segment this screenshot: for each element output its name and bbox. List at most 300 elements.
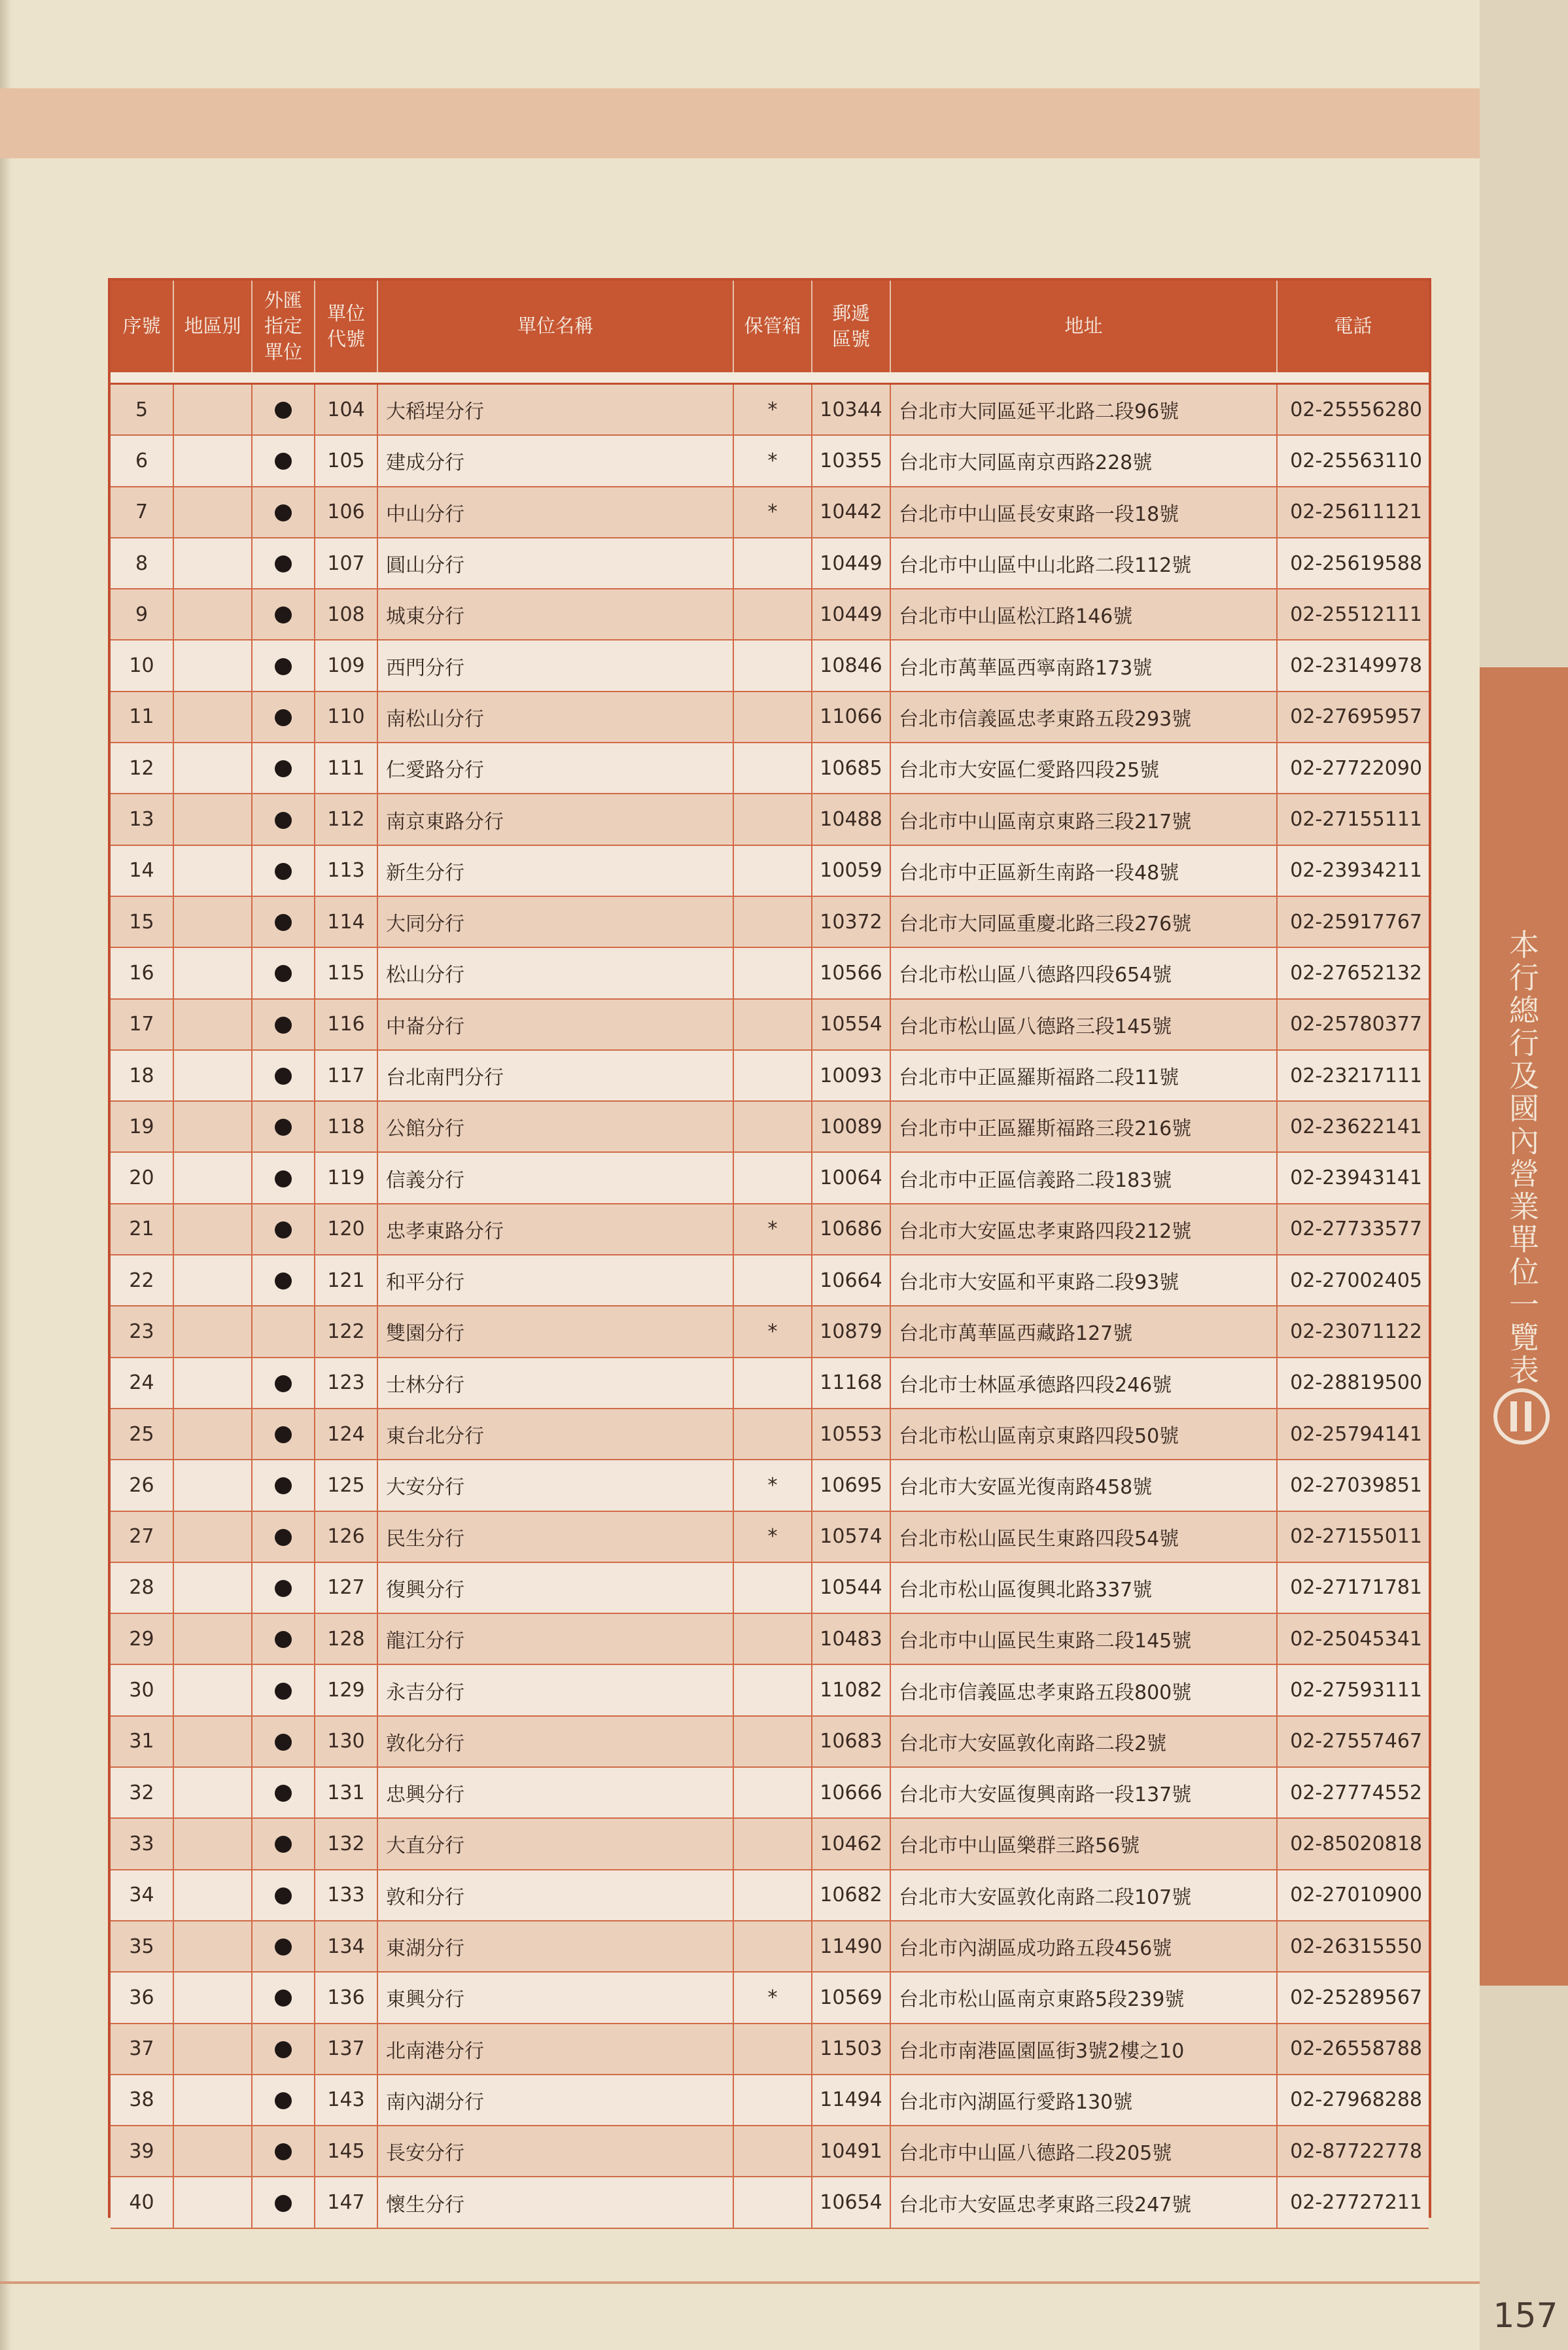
cell-zip: 10683: [812, 1716, 890, 1767]
cell-code: 131: [315, 1767, 377, 1818]
cell-region: [173, 1664, 252, 1715]
cell-region: [173, 1613, 252, 1664]
cell-region: [173, 1358, 252, 1409]
cell-address: 台北市中山區八德路二段205號: [890, 2126, 1277, 2177]
fx-designated-dot-icon: [275, 2195, 292, 2212]
cell-name: 南松山分行: [377, 692, 733, 743]
cell-phone: 02-27652132: [1277, 947, 1429, 998]
fx-designated-dot-icon: [275, 812, 292, 829]
cell-code: 132: [315, 1818, 377, 1869]
cell-zip: 11503: [812, 2024, 890, 2075]
cell-seq: 11: [111, 692, 173, 743]
cell-phone: 02-23217111: [1277, 1050, 1429, 1101]
top-color-band: [0, 88, 1480, 158]
cell-phone: 02-27968288: [1277, 2075, 1429, 2126]
cell-zip: 10654: [812, 2177, 890, 2228]
cell-name: 東台北分行: [377, 1409, 733, 1460]
cell-address: 台北市中山區樂群三路56號: [890, 1818, 1277, 1869]
cell-code: 133: [315, 1870, 377, 1921]
cell-safe: [733, 2075, 812, 2126]
cell-safe: [733, 2126, 812, 2177]
col-header-code: [315, 281, 377, 372]
cell-code: 137: [315, 2024, 377, 2075]
cell-code: 134: [315, 1921, 377, 1972]
fx-designated-dot-icon: [275, 2041, 292, 2058]
col-header-code-line2: 代號: [326, 328, 365, 350]
cell-safe: *: [733, 487, 812, 538]
table-row: [111, 1767, 1429, 1818]
cell-address: 台北市大同區南京西路228號: [890, 435, 1277, 486]
cell-region: [173, 2126, 252, 2177]
cell-zip: 10462: [812, 1818, 890, 1869]
cell-code: 106: [315, 487, 377, 538]
cell-fx: [252, 1716, 315, 1767]
cell-fx: [252, 1409, 315, 1460]
cell-region: [173, 487, 252, 538]
cell-fx: [252, 2075, 315, 2126]
cell-region: [173, 999, 252, 1050]
cell-phone: 02-25780377: [1277, 999, 1429, 1050]
cell-safe: [733, 640, 812, 691]
cell-zip: 10544: [812, 1562, 890, 1613]
cell-address: 台北市松山區復興北路337號: [890, 1562, 1277, 1613]
table-row: [111, 538, 1429, 589]
table-row: [111, 2024, 1429, 2075]
cell-phone: 02-23622141: [1277, 1101, 1429, 1152]
cell-name: 台北南門分行: [377, 1050, 733, 1101]
col-header-fx: [252, 281, 315, 372]
cell-zip: 10666: [812, 1767, 890, 1818]
cell-fx: [252, 640, 315, 691]
cell-phone: 02-25917767: [1277, 896, 1429, 947]
cell-code: 122: [315, 1306, 377, 1357]
cell-code: 136: [315, 1972, 377, 2023]
cell-region: [173, 947, 252, 998]
cell-phone: 02-25512111: [1277, 589, 1429, 640]
cell-name: 西門分行: [377, 640, 733, 691]
cell-code: 108: [315, 589, 377, 640]
cell-fx: [252, 538, 315, 589]
cell-seq: 8: [111, 538, 173, 589]
table-row: [111, 1409, 1429, 1460]
cell-zip: 10574: [812, 1511, 890, 1562]
cell-code: 127: [315, 1562, 377, 1613]
cell-address: 台北市中山區南京東路三段217號: [890, 794, 1277, 845]
cell-address: 台北市松山區南京東路四段50號: [890, 1409, 1277, 1460]
cell-address: 台北市中正區羅斯福路二段11號: [890, 1050, 1277, 1101]
cell-fx: [252, 845, 315, 896]
cell-address: 台北市內湖區成功路五段456號: [890, 1921, 1277, 1972]
cell-fx: [252, 1050, 315, 1101]
cell-safe: [733, 1613, 812, 1664]
col-header-safe: 保管箱: [733, 281, 812, 372]
cell-phone: 02-25045341: [1277, 1613, 1429, 1664]
cell-safe: [733, 692, 812, 743]
cell-zip: 10483: [812, 1613, 890, 1664]
cell-address: 台北市士林區承德路四段246號: [890, 1358, 1277, 1409]
cell-region: [173, 2177, 252, 2228]
fx-designated-dot-icon: [275, 1017, 292, 1034]
cell-seq: 36: [111, 1972, 173, 2023]
bottom-rule: [0, 2281, 1480, 2284]
table-row: [111, 692, 1429, 743]
cell-zip: 10093: [812, 1050, 890, 1101]
cell-zip: 10553: [812, 1409, 890, 1460]
cell-region: [173, 1972, 252, 2023]
cell-region: [173, 589, 252, 640]
cell-safe: [733, 1050, 812, 1101]
cell-fx: [252, 487, 315, 538]
col-header-seq: 序號: [111, 281, 173, 372]
fx-designated-dot-icon: [275, 555, 292, 572]
cell-address: 台北市松山區八德路四段654號: [890, 947, 1277, 998]
cell-zip: 10566: [812, 947, 890, 998]
cell-safe: [733, 896, 812, 947]
cell-phone: 02-27695957: [1277, 692, 1429, 743]
cell-zip: 11082: [812, 1664, 890, 1715]
cell-code: 128: [315, 1613, 377, 1664]
cell-phone: 02-87722778: [1277, 2126, 1429, 2177]
cell-fx: [252, 1818, 315, 1869]
table-row: [111, 1921, 1429, 1972]
cell-region: [173, 1921, 252, 1972]
fx-designated-dot-icon: [275, 453, 292, 470]
cell-code: 126: [315, 1511, 377, 1562]
col-header-fx-line3: 單位: [264, 340, 302, 363]
cell-name: 龍江分行: [377, 1613, 733, 1664]
table-row: [111, 1460, 1429, 1511]
cell-phone: 02-27557467: [1277, 1716, 1429, 1767]
cell-zip: 10355: [812, 435, 890, 486]
cell-code: 110: [315, 692, 377, 743]
cell-name: 仁愛路分行: [377, 743, 733, 794]
cell-safe: [733, 1562, 812, 1613]
cell-fx: [252, 1101, 315, 1152]
cell-name: 東興分行: [377, 1972, 733, 2023]
cell-region: [173, 1050, 252, 1101]
cell-address: 台北市萬華區西藏路127號: [890, 1306, 1277, 1357]
col-header-zip-line2: 區號: [831, 328, 870, 350]
cell-phone: 02-23149978: [1277, 640, 1429, 691]
cell-seq: 24: [111, 1358, 173, 1409]
cell-address: 台北市大同區重慶北路三段276號: [890, 896, 1277, 947]
cell-address: 台北市大安區忠孝東路三段247號: [890, 2177, 1277, 2228]
cell-name: 建成分行: [377, 435, 733, 486]
cell-safe: [733, 1664, 812, 1715]
cell-seq: 26: [111, 1460, 173, 1511]
bank-logo-icon: [1493, 1388, 1550, 1445]
cell-address: 台北市大同區延平北路二段96號: [890, 384, 1277, 436]
cell-safe: [733, 999, 812, 1050]
table-row: [111, 794, 1429, 845]
table-row: [111, 1152, 1429, 1203]
cell-name: 和平分行: [377, 1255, 733, 1306]
table-row: [111, 1818, 1429, 1869]
cell-region: [173, 384, 252, 436]
cell-code: 111: [315, 743, 377, 794]
cell-region: [173, 2024, 252, 2075]
cell-safe: [733, 1101, 812, 1152]
cell-safe: [733, 1767, 812, 1818]
table-row: [111, 1204, 1429, 1255]
cell-address: 台北市大安區敦化南路二段2號: [890, 1716, 1277, 1767]
cell-seq: 9: [111, 589, 173, 640]
cell-name: 圓山分行: [377, 538, 733, 589]
table-row: [111, 1870, 1429, 1921]
cell-seq: 27: [111, 1511, 173, 1562]
cell-region: [173, 538, 252, 589]
cell-safe: [733, 1921, 812, 1972]
cell-seq: 17: [111, 999, 173, 1050]
cell-safe: [733, 1358, 812, 1409]
cell-name: 敦化分行: [377, 1716, 733, 1767]
cell-address: 台北市大安區光復南路458號: [890, 1460, 1277, 1511]
cell-address: 台北市中正區信義路二段183號: [890, 1152, 1277, 1203]
cell-zip: 10695: [812, 1460, 890, 1511]
cell-address: 台北市內湖區行愛路130號: [890, 2075, 1277, 2126]
cell-code: 120: [315, 1204, 377, 1255]
cell-name: 忠興分行: [377, 1767, 733, 1818]
cell-zip: 10846: [812, 640, 890, 691]
cell-address: 台北市中山區民生東路二段145號: [890, 1613, 1277, 1664]
cell-phone: 02-27774552: [1277, 1767, 1429, 1818]
cell-safe: [733, 2024, 812, 2075]
cell-region: [173, 1716, 252, 1767]
cell-fx: [252, 896, 315, 947]
cell-name: 南內湖分行: [377, 2075, 733, 2126]
cell-name: 大稻埕分行: [377, 384, 733, 436]
cell-zip: 10488: [812, 794, 890, 845]
cell-name: 中山分行: [377, 487, 733, 538]
cell-zip: 10442: [812, 487, 890, 538]
cell-safe: [733, 1152, 812, 1203]
fx-designated-dot-icon: [275, 1529, 292, 1546]
cell-name: 民生分行: [377, 1511, 733, 1562]
cell-fx: [252, 384, 315, 436]
cell-fx: [252, 2177, 315, 2228]
cell-region: [173, 692, 252, 743]
cell-safe: *: [733, 1460, 812, 1511]
cell-name: 公館分行: [377, 1101, 733, 1152]
table-row: [111, 1511, 1429, 1562]
cell-address: 台北市大安區仁愛路四段25號: [890, 743, 1277, 794]
cell-safe: [733, 743, 812, 794]
fx-designated-dot-icon: [275, 1272, 292, 1289]
cell-seq: 23: [111, 1306, 173, 1357]
cell-fx: [252, 947, 315, 998]
cell-name: 復興分行: [377, 1562, 733, 1613]
cell-seq: 12: [111, 743, 173, 794]
cell-code: 119: [315, 1152, 377, 1203]
fx-designated-dot-icon: [275, 606, 292, 623]
table-row: [111, 435, 1429, 486]
table-row: [111, 1716, 1429, 1767]
cell-phone: 02-25794141: [1277, 1409, 1429, 1460]
cell-seq: 34: [111, 1870, 173, 1921]
table-row: [111, 999, 1429, 1050]
cell-seq: 13: [111, 794, 173, 845]
cell-seq: 37: [111, 2024, 173, 2075]
cell-name: 東湖分行: [377, 1921, 733, 1972]
cell-phone: 02-27733577: [1277, 1204, 1429, 1255]
cell-code: 145: [315, 2126, 377, 2177]
cell-address: 台北市信義區忠孝東路五段800號: [890, 1664, 1277, 1715]
cell-code: 124: [315, 1409, 377, 1460]
fx-designated-dot-icon: [275, 965, 292, 982]
col-header-zip-line1: 郵遞: [831, 302, 870, 324]
cell-region: [173, 1204, 252, 1255]
cell-phone: 02-25619588: [1277, 538, 1429, 589]
cell-safe: [733, 1870, 812, 1921]
table-row: [111, 2177, 1429, 2228]
cell-safe: [733, 538, 812, 589]
cell-address: 台北市大安區復興南路一段137號: [890, 1767, 1277, 1818]
cell-fx: [252, 1255, 315, 1306]
cell-phone: 02-27002405: [1277, 1255, 1429, 1306]
cell-address: 台北市松山區南京東路5段239號: [890, 1972, 1277, 2023]
cell-zip: 10682: [812, 1870, 890, 1921]
cell-safe: [733, 794, 812, 845]
fx-designated-dot-icon: [275, 1426, 292, 1443]
cell-fx: [252, 1921, 315, 1972]
cell-phone: 02-23071122: [1277, 1306, 1429, 1357]
cell-phone: 02-23943141: [1277, 1152, 1429, 1203]
cell-zip: 10664: [812, 1255, 890, 1306]
fx-designated-dot-icon: [275, 1683, 292, 1700]
cell-region: [173, 435, 252, 486]
cell-seq: 38: [111, 2075, 173, 2126]
cell-fx: [252, 1511, 315, 1562]
cell-zip: 10491: [812, 2126, 890, 2177]
cell-seq: 40: [111, 2177, 173, 2228]
cell-seq: 25: [111, 1409, 173, 1460]
cell-zip: 10686: [812, 1204, 890, 1255]
cell-name: 松山分行: [377, 947, 733, 998]
cell-safe: [733, 1409, 812, 1460]
branch-table-container: [108, 278, 1431, 2218]
cell-zip: 11168: [812, 1358, 890, 1409]
cell-code: 107: [315, 538, 377, 589]
cell-fx: [252, 1204, 315, 1255]
cell-region: [173, 1562, 252, 1613]
side-title: 本行總行及國內營業單位一覽表: [1505, 929, 1540, 1387]
header-gap: [111, 372, 1429, 384]
cell-name: 大直分行: [377, 1818, 733, 1869]
cell-fx: [252, 999, 315, 1050]
col-header-fx-line1: 外匯: [264, 289, 302, 312]
fx-designated-dot-icon: [275, 760, 292, 777]
cell-safe: *: [733, 1511, 812, 1562]
cell-address: 台北市大安區忠孝東路四段212號: [890, 1204, 1277, 1255]
cell-seq: 29: [111, 1613, 173, 1664]
cell-zip: 10344: [812, 384, 890, 436]
cell-address: 台北市中山區長安東路一段18號: [890, 487, 1277, 538]
table-row: [111, 2126, 1429, 2177]
cell-phone: 02-85020818: [1277, 1818, 1429, 1869]
cell-code: 116: [315, 999, 377, 1050]
cell-seq: 5: [111, 384, 173, 436]
fx-designated-dot-icon: [275, 1631, 292, 1648]
cell-address: 台北市信義區忠孝東路五段293號: [890, 692, 1277, 743]
cell-name: 信義分行: [377, 1152, 733, 1203]
cell-region: [173, 1818, 252, 1869]
cell-name: 雙園分行: [377, 1306, 733, 1357]
cell-safe: *: [733, 1204, 812, 1255]
fx-designated-dot-icon: [275, 914, 292, 931]
cell-address: 台北市南港區園區街3號2樓之10: [890, 2024, 1277, 2075]
fx-designated-dot-icon: [275, 1580, 292, 1597]
cell-fx: [252, 1972, 315, 2023]
cell-address: 台北市大安區敦化南路二段107號: [890, 1870, 1277, 1921]
cell-region: [173, 1511, 252, 1562]
branch-table: [111, 281, 1429, 2229]
cell-name: 永吉分行: [377, 1664, 733, 1715]
cell-code: 115: [315, 947, 377, 998]
table-row: [111, 2075, 1429, 2126]
cell-fx: [252, 1152, 315, 1203]
cell-region: [173, 845, 252, 896]
cell-zip: 11066: [812, 692, 890, 743]
cell-name: 北南港分行: [377, 2024, 733, 2075]
cell-name: 長安分行: [377, 2126, 733, 2177]
fx-designated-dot-icon: [275, 1734, 292, 1751]
cell-region: [173, 896, 252, 947]
cell-zip: 10554: [812, 999, 890, 1050]
cell-zip: 10449: [812, 589, 890, 640]
col-header-zip: [812, 281, 890, 372]
cell-seq: 18: [111, 1050, 173, 1101]
cell-seq: 21: [111, 1204, 173, 1255]
cell-fx: [252, 692, 315, 743]
table-header-row: [111, 281, 1429, 372]
cell-region: [173, 1460, 252, 1511]
cell-phone: 02-26315550: [1277, 1921, 1429, 1972]
fx-designated-dot-icon: [275, 1170, 292, 1187]
col-header-name: 單位名稱: [377, 281, 733, 372]
cell-address: 台北市萬華區西寧南路173號: [890, 640, 1277, 691]
cell-code: 130: [315, 1716, 377, 1767]
cell-fx: [252, 1358, 315, 1409]
cell-fx: [252, 1306, 315, 1357]
fx-designated-dot-icon: [275, 1477, 292, 1494]
cell-code: 125: [315, 1460, 377, 1511]
cell-seq: 7: [111, 487, 173, 538]
table-row: [111, 947, 1429, 998]
cell-fx: [252, 2024, 315, 2075]
cell-region: [173, 1255, 252, 1306]
cell-code: 121: [315, 1255, 377, 1306]
cell-seq: 39: [111, 2126, 173, 2177]
cell-name: 士林分行: [377, 1358, 733, 1409]
cell-phone: 02-27722090: [1277, 743, 1429, 794]
cell-seq: 15: [111, 896, 173, 947]
fx-designated-dot-icon: [275, 2092, 292, 2109]
cell-fx: [252, 2126, 315, 2177]
cell-code: 104: [315, 384, 377, 436]
cell-region: [173, 2075, 252, 2126]
cell-phone: 02-27593111: [1277, 1664, 1429, 1715]
cell-phone: 02-27039851: [1277, 1460, 1429, 1511]
fx-designated-dot-icon: [275, 1221, 292, 1238]
cell-safe: [733, 1716, 812, 1767]
table-row: [111, 1613, 1429, 1664]
cell-code: 112: [315, 794, 377, 845]
col-header-address: 地址: [890, 281, 1277, 372]
cell-safe: *: [733, 384, 812, 436]
cell-phone: 02-28819500: [1277, 1358, 1429, 1409]
cell-seq: 33: [111, 1818, 173, 1869]
fx-designated-dot-icon: [275, 1119, 292, 1136]
